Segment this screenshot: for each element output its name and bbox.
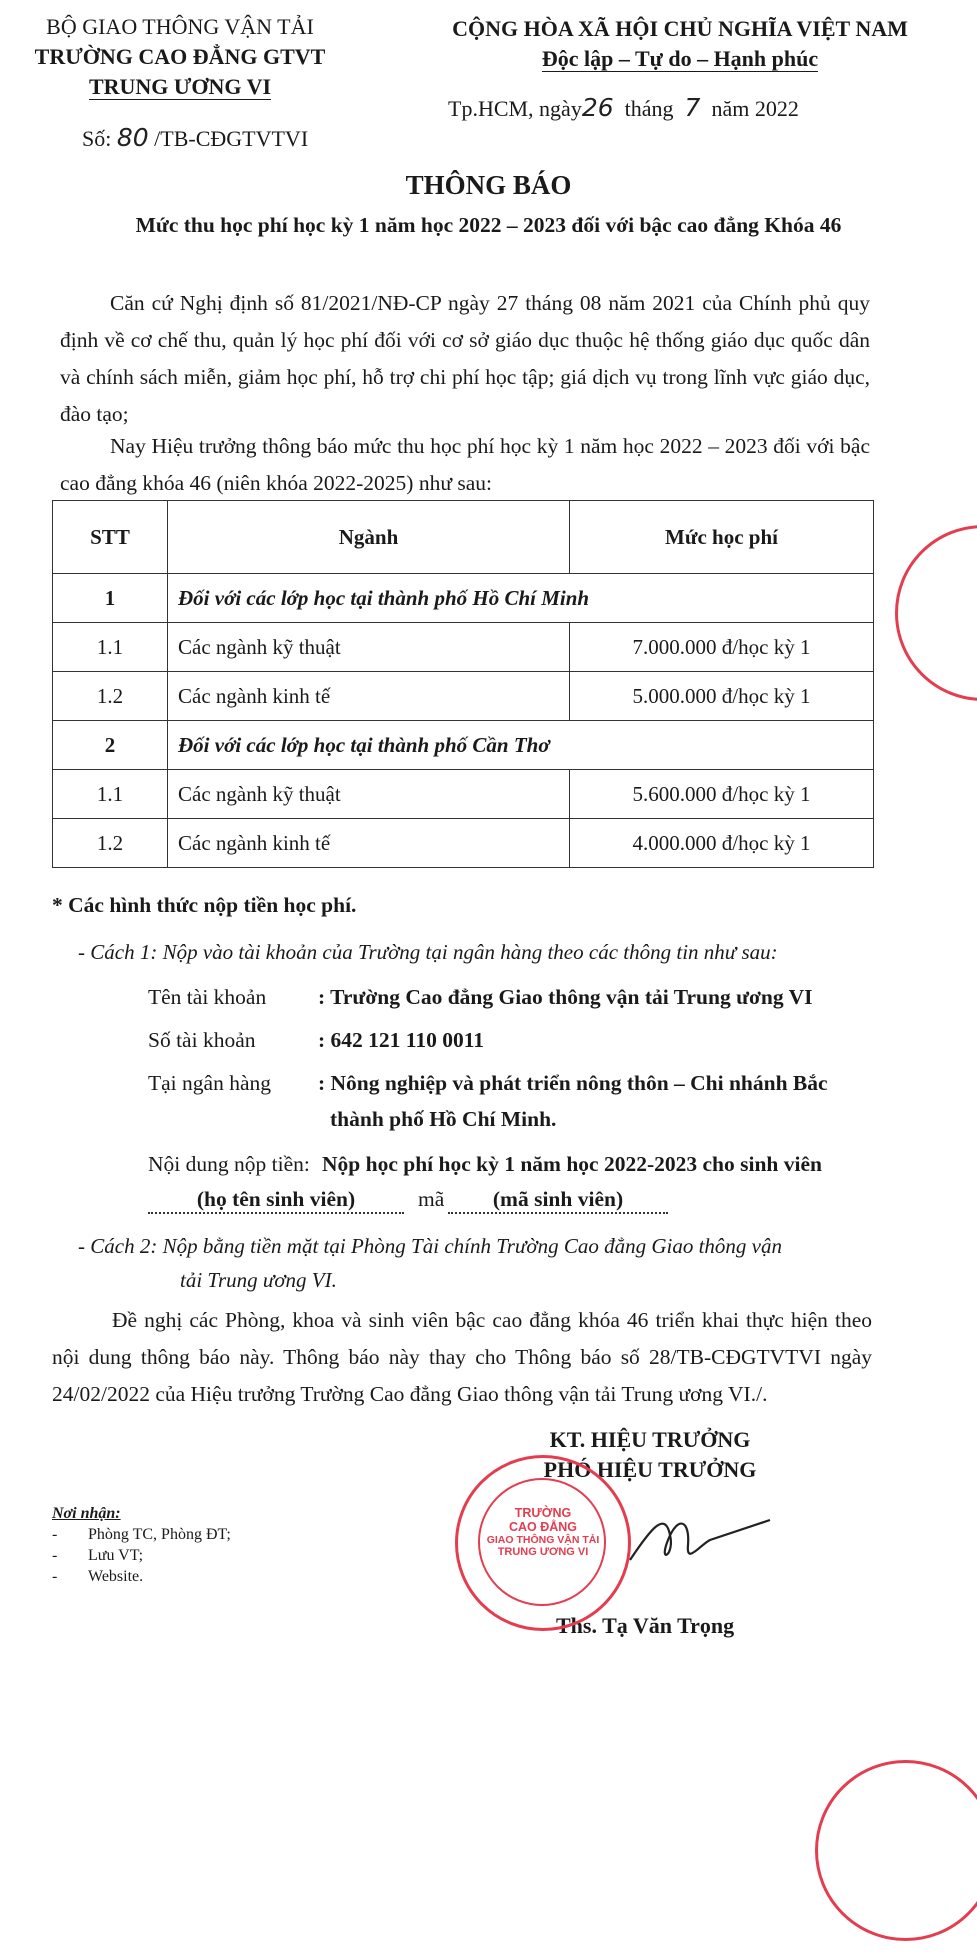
column-header: Mức học phí <box>570 501 874 574</box>
handwritten-day: 26 <box>581 93 614 122</box>
ministry-name: BỘ GIAO THÔNG VẬN TẢI <box>46 14 314 39</box>
table-row: 1.1 Các ngành kỹ thuật 5.600.000 đ/học kỳ 1 <box>53 770 874 819</box>
legal-basis-paragraph: Căn cứ Nghị định số 81/2021/NĐ-CP ngày 27 tháng 08 năm 2021 của Chính phủ quy định về cơ chế thu, quản lý học phí đối với cơ sở giáo dục thuộc hệ thống giáo dục quốc dân và chính sách miễn, giảm học phí, hỗ trợ chi phí học tập; giá dịch vụ trong lĩnh vực giáo dục, đào tạo; <box>60 291 870 426</box>
account-name-label: Tên tài khoản <box>148 985 267 1009</box>
payment-heading: * Các hình thức nộp tiền học phí. <box>52 893 357 917</box>
column-header: Ngành <box>168 501 570 574</box>
table-row: 1.2 Các ngành kinh tế 5.000.000 đ/học kỳ 1 <box>53 672 874 721</box>
edge-seal-fragment-top <box>895 525 977 710</box>
student-code-placeholder: (mã sinh viên) <box>448 1187 668 1214</box>
closing-paragraph: Đề nghị các Phòng, khoa và sinh viên bậc cao đẳng khóa 46 triển khai thực hiện theo nội dung thông báo này. Thông báo này thay cho Thông báo số 28/TB-CĐGTVTVI ngày 24/02/2022 của Hiệu trưởng Trường Cao đẳng Giao thông vận tải Trung ương VI./. <box>52 1308 872 1406</box>
table-row: 2 Đối với các lớp học tại thành phố Cần Thơ <box>53 721 874 770</box>
list-item: - Phòng TC, Phòng ĐT; <box>52 1526 231 1543</box>
fee-table <box>52 500 874 868</box>
signatory-name: Ths. Tạ Văn Trọng <box>556 1613 735 1638</box>
recipients-block <box>52 1503 231 1587</box>
table-row: 1 Đối với các lớp học tại thành phố Hồ Chí Minh <box>53 574 874 623</box>
transfer-content-label: Nội dung nộp tiền: <box>148 1152 310 1176</box>
account-name: : Trường Cao đẳng Giao thông vận tải Trung ương VI <box>318 985 813 1009</box>
list-item: - Website. <box>52 1568 144 1585</box>
account-number: : 642 121 110 0011 <box>318 1028 485 1052</box>
place-date: Tp.HCM, ngày26 tháng 7 năm 2022 <box>448 93 799 122</box>
list-item: - Lưu VT; <box>52 1547 144 1564</box>
signature-line-2: PHÓ HIỆU TRƯỞNG <box>543 1457 757 1482</box>
seal-text-line: CAO ĐẲNG <box>508 1520 578 1534</box>
column-header: STT <box>53 501 168 574</box>
header-right <box>410 14 950 74</box>
header-left <box>30 12 330 102</box>
edge-seal-fragment-bottom <box>815 1760 977 1950</box>
seal-text-line: TRƯỜNG <box>514 1506 572 1520</box>
table-header-row <box>53 501 874 574</box>
announcement-paragraph: Nay Hiệu trưởng thông báo mức thu học phí học kỳ 1 năm học 2022 – 2023 đối với bậc cao đẳng khóa 46 (niên khóa 2022-2025) như sau: <box>60 434 870 495</box>
transfer-content: Nộp học phí học kỳ 1 năm học 2022-2023 cho sinh viên <box>322 1152 822 1176</box>
seal-text-line: TRUNG ƯƠNG VI <box>497 1546 589 1558</box>
handwritten-number: 80 <box>116 123 149 152</box>
handwritten-signature <box>620 1490 780 1580</box>
document-number: Số: 80 /TB-CĐGTVTVI <box>82 123 309 152</box>
handwritten-month: 7 <box>684 93 701 122</box>
motto: Độc lập – Tự do – Hạnh phúc <box>541 46 819 71</box>
bank-branch: thành phố Hồ Chí Minh. <box>330 1107 557 1131</box>
recipients-label: Nơi nhận: <box>52 1505 121 1522</box>
bank-name: : Nông nghiệp và phát triển nông thôn – Chi nhánh Bắc <box>318 1071 828 1095</box>
student-name-placeholder: (họ tên sinh viên) <box>148 1187 404 1214</box>
payment-method-2-cont: tải Trung ương VI. <box>180 1268 337 1292</box>
document-title: THÔNG BÁO <box>405 170 572 200</box>
payment-method-1: - Cách 1: Nộp vào tài khoản của Trường tại ngân hàng theo các thông tin như sau: <box>78 940 778 964</box>
table-row: 1.2 Các ngành kinh tế 4.000.000 đ/học kỳ 1 <box>53 819 874 868</box>
school-name-line2: TRUNG ƯƠNG VI <box>88 74 272 99</box>
seal-text-line: GIAO THÔNG VẬN TẢI <box>486 1534 600 1546</box>
school-name: TRƯỜNG CAO ĐẲNG GTVT <box>34 44 326 69</box>
official-seal <box>455 1455 631 1631</box>
student-code-label: mã <box>418 1187 445 1211</box>
bank-label: Tại ngân hàng <box>148 1071 271 1095</box>
account-number-label: Số tài khoản <box>148 1028 256 1052</box>
nation-title: CỘNG HÒA XÃ HỘI CHỦ NGHĨA VIỆT NAM <box>452 16 908 41</box>
payment-method-2: - Cách 2: Nộp bằng tiền mặt tại Phòng Tài chính Trường Cao đẳng Giao thông vận <box>78 1234 782 1258</box>
document-subtitle: Mức thu học phí học kỳ 1 năm học 2022 – 2023 đối với bậc cao đẳng Khóa 46 <box>135 213 842 237</box>
signature-line-1: KT. HIỆU TRƯỞNG <box>549 1427 751 1452</box>
table-row: 1.1 Các ngành kỹ thuật 7.000.000 đ/học kỳ 1 <box>53 623 874 672</box>
